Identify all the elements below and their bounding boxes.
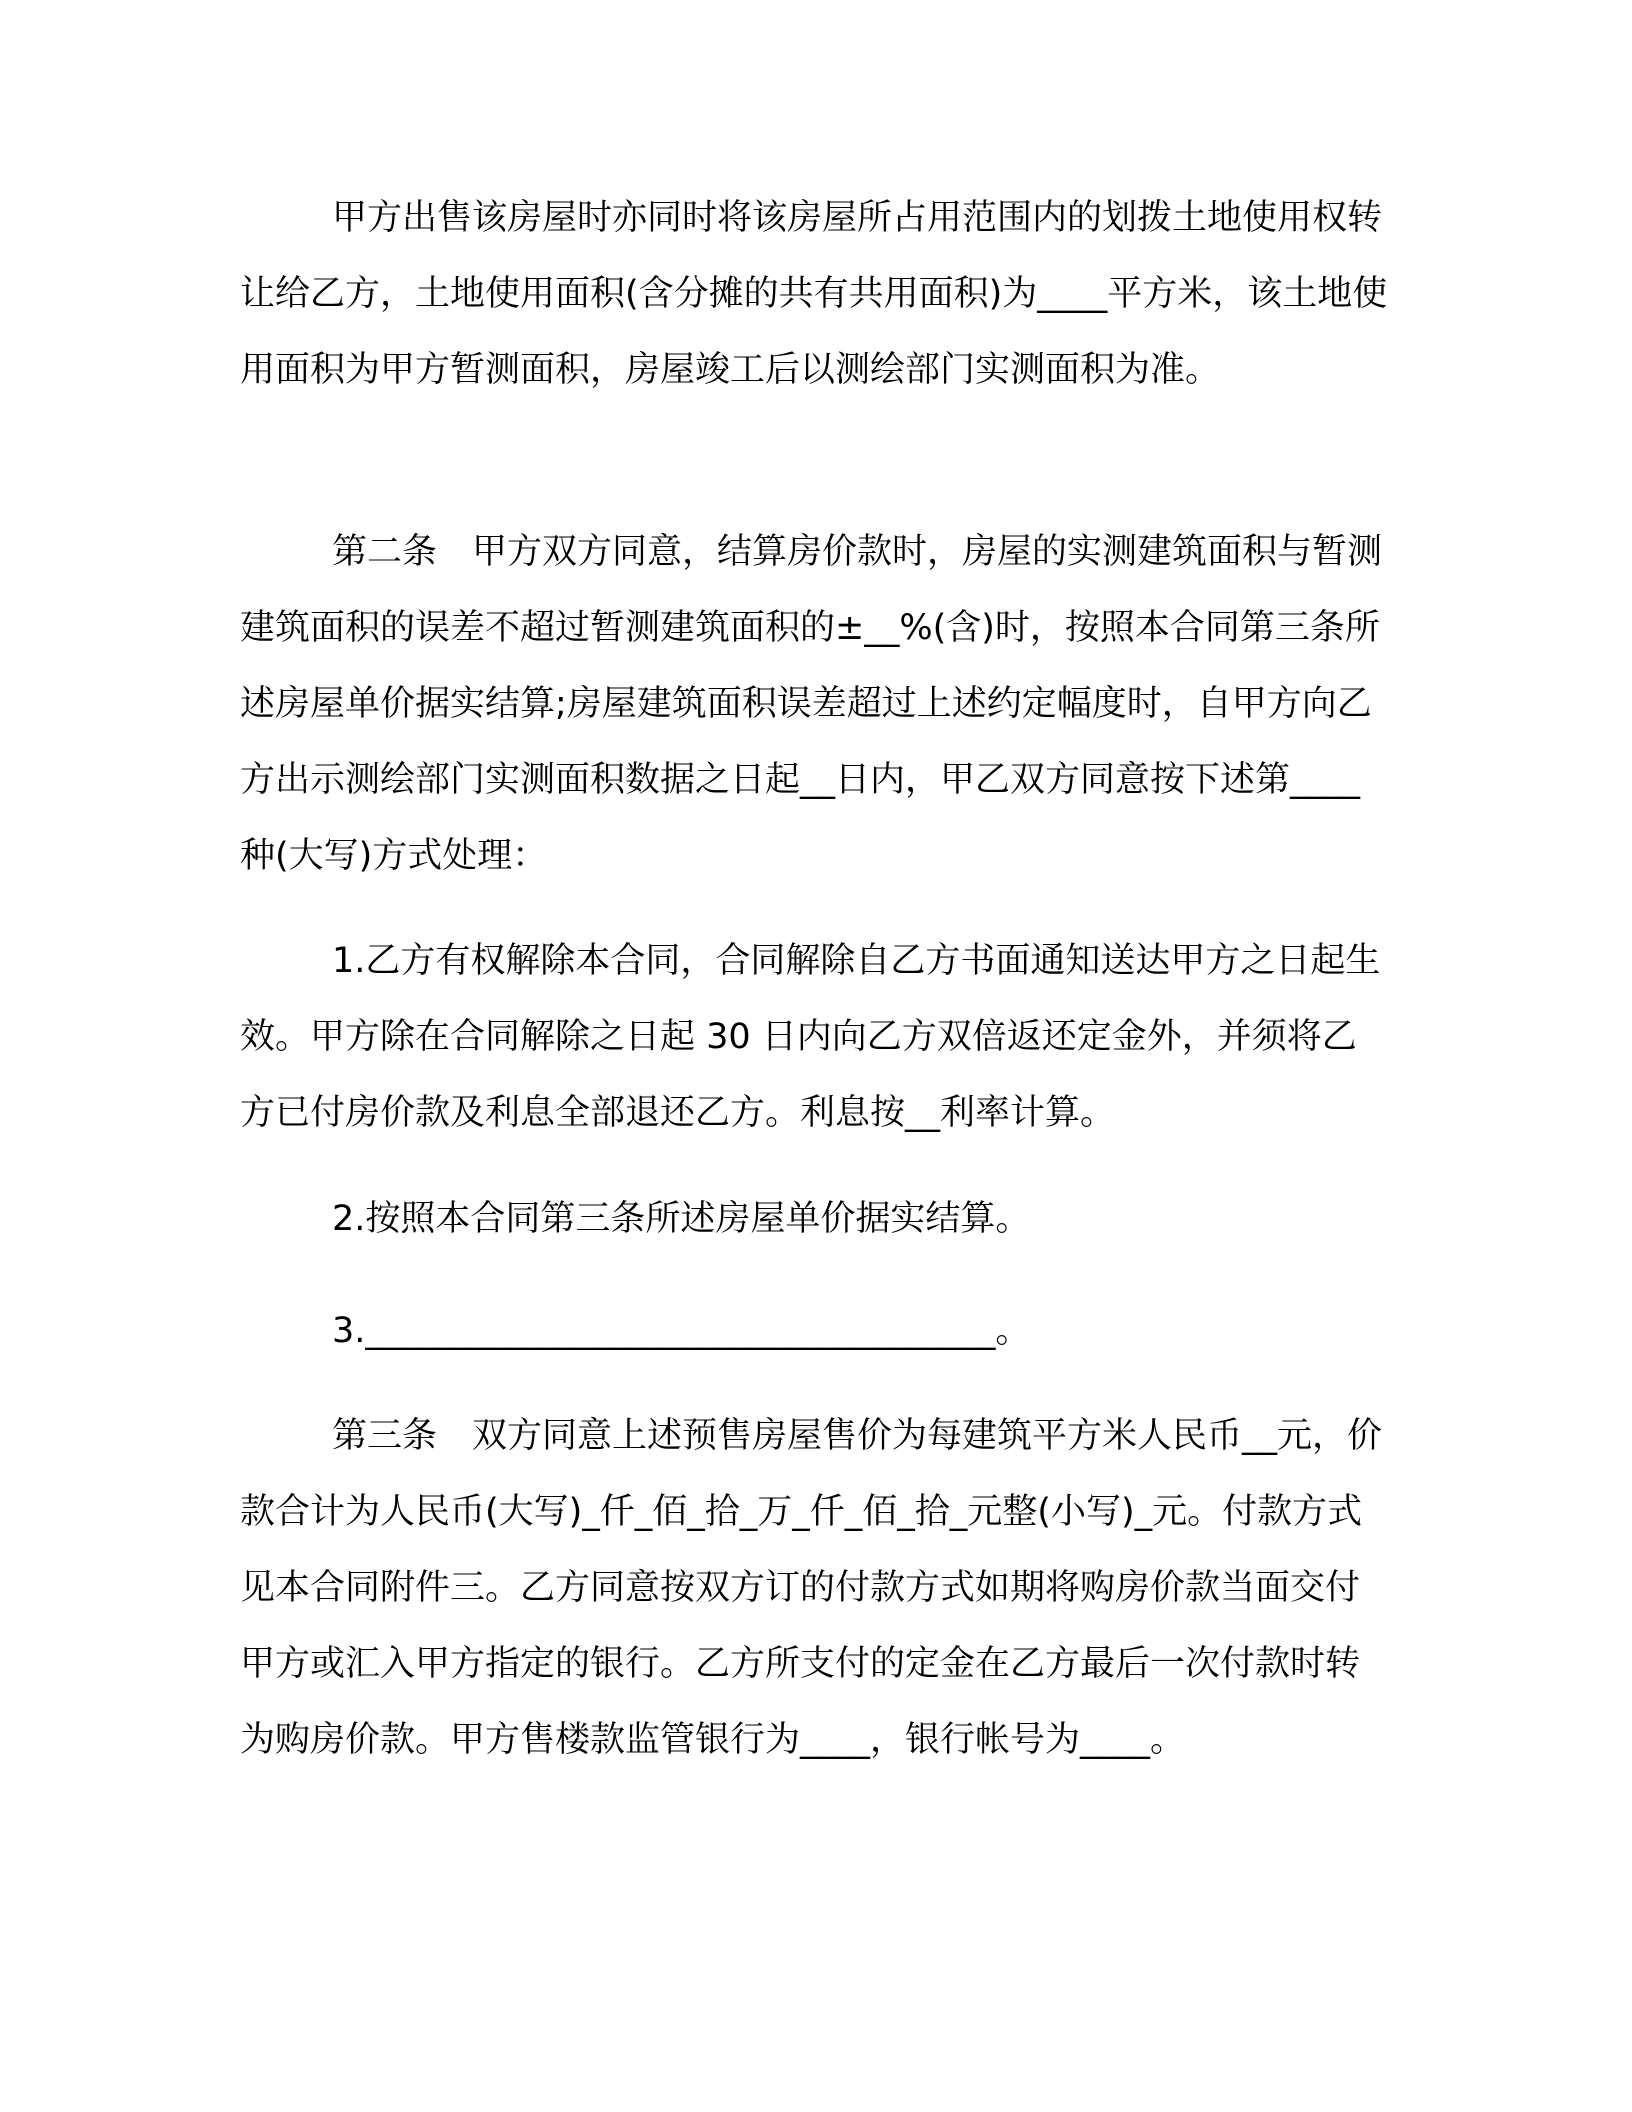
paragraph-article-3: 第三条 双方同意上述预售房屋售价为每建筑平方米人民币__元，价款合计为人民币(大写)_仟_佰_拾_万_仟_佰_拾_元整(小写)_元。付款方式见本合同附件三。乙方同意按双方订的付款方式如期将购房价款当面交付甲方或汇入甲方指定的银行。乙方所支付的定金在乙方最后一次付款时转为购房价款。甲方售楼款监管银行为____，银行帐号为____。 [240,1416,1383,1760]
paragraph-land-use: 甲方出售该房屋时亦同时将该房屋所占用范围内的划拨土地使用权转让给乙方，土地使用面积(含分摊的共有共用面积)为____平方米，该土地使用面积为甲方暂测面积，房屋竣工后以测绘部门实测面积为准。 [240,198,1388,390]
paragraph-option-1: 1.乙方有权解除本合同，合同解除自乙方书面通知送达甲方之日起生效。甲方除在合同解除之日起 30 日内向乙方双倍返还定金外，并须将乙方已付房价款及利息全部退还乙方。利息按__利率计算。 [240,941,1381,1133]
paragraph-option-3: 3.____________________________________。 [332,1311,1031,1351]
paragraph-option-2: 2.按照本合同第三条所述房屋单价据实结算。 [332,1199,1031,1239]
paragraph-article-2: 第二条 甲方双方同意，结算房价款时，房屋的实测建筑面积与暂测建筑面积的误差不超过暂测建筑面积的±__%(含)时，按照本合同第三条所述房屋单价据实结算;房屋建筑面积误差超过上述约定幅度时，自甲方向乙方出示测绘部门实测面积数据之日起__日内，甲乙双方同意按下述第____种(大写)方式处理： [240,532,1383,876]
